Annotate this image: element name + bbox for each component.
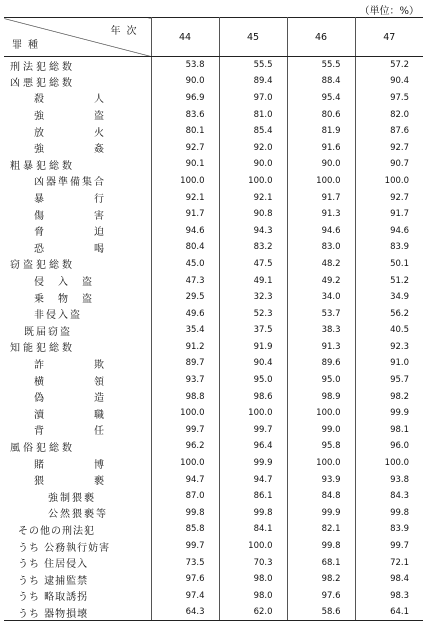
rate-value: 48.2 — [287, 256, 355, 273]
rate-value: 45.0 — [151, 256, 219, 273]
rate-value: 34.9 — [390, 292, 409, 303]
table-header-row — [4, 18, 423, 57]
rate-value: 72.1 — [390, 557, 409, 568]
year-header: 47 — [355, 18, 423, 57]
rate-value: 38.3 — [287, 322, 355, 339]
crime-type-label: 乗 物 盗 — [4, 289, 151, 306]
rate-value: 98.8 — [151, 388, 219, 405]
rate-value: 90.0 — [219, 156, 287, 173]
rate-value: 96.0 — [390, 441, 409, 452]
table-row — [4, 57, 423, 74]
table-row — [4, 139, 423, 156]
rate-value: 99.0 — [287, 422, 355, 439]
table-row — [4, 73, 423, 90]
rate-value: 55.5 — [219, 57, 287, 74]
crime-type-label: 窃盗犯総数 — [4, 256, 151, 273]
rate-value: 91.9 — [219, 339, 287, 356]
crime-type-label: うち 住居侵入 — [4, 554, 151, 571]
rate-value: 96.2 — [151, 438, 219, 455]
table-row — [4, 372, 423, 389]
unit-label: （単位：%） — [359, 6, 419, 17]
rate-value: 92.1 — [151, 189, 219, 206]
clearance-rate-table — [4, 17, 423, 621]
rate-value: 37.5 — [219, 322, 287, 339]
table-row — [4, 322, 423, 339]
rate-value: 97.0 — [219, 90, 287, 107]
table-row — [4, 388, 423, 405]
year-header: 45 — [219, 18, 287, 57]
crime-type-label: 猥 褻 — [4, 471, 151, 488]
rate-value: 94.7 — [219, 471, 287, 488]
rate-value: 91.7 — [287, 189, 355, 206]
rate-value: 94.7 — [151, 471, 219, 488]
crime-type-label: 偽 造 — [4, 388, 151, 405]
rate-value: 99.9 — [219, 455, 287, 472]
table-row — [4, 206, 423, 223]
crime-type-label: 知能犯総数 — [4, 339, 151, 356]
rate-value: 100.0 — [384, 458, 409, 469]
rate-value: 87.0 — [151, 488, 219, 505]
rate-value: 53.7 — [287, 305, 355, 322]
rate-value: 99.7 — [151, 538, 219, 555]
table-row — [4, 156, 423, 173]
table-row — [4, 339, 423, 356]
table-row — [4, 106, 423, 123]
table-row — [4, 505, 423, 522]
rate-value: 52.3 — [219, 305, 287, 322]
rate-value: 96.9 — [151, 90, 219, 107]
rate-value: 49.2 — [287, 272, 355, 289]
rate-value: 32.3 — [219, 289, 287, 306]
rate-value: 98.3 — [390, 590, 409, 601]
rate-value: 55.5 — [287, 57, 355, 74]
rate-value: 89.4 — [219, 73, 287, 90]
rate-value: 92.7 — [151, 139, 219, 156]
rate-value: 98.4 — [390, 574, 409, 585]
crime-type-label: 横 領 — [4, 372, 151, 389]
table-row — [4, 239, 423, 256]
rate-value: 50.1 — [390, 258, 409, 269]
table-row — [4, 571, 423, 588]
rate-value: 99.7 — [390, 541, 409, 552]
crime-type-label: 強 姦 — [4, 139, 151, 156]
header-crime-label: 罪種 — [12, 40, 44, 51]
rate-value: 98.6 — [219, 388, 287, 405]
table-row — [4, 471, 423, 488]
rate-value: 91.3 — [287, 339, 355, 356]
rate-value: 73.5 — [151, 554, 219, 571]
crime-type-label: 侵 入 盗 — [4, 272, 151, 289]
rate-value: 49.1 — [219, 272, 287, 289]
rate-value: 100.0 — [219, 405, 287, 422]
table-row — [4, 222, 423, 239]
rate-value: 90.1 — [151, 156, 219, 173]
crime-type-label: 強 盗 — [4, 106, 151, 123]
crime-type-label: 凶器準備集合 — [4, 173, 151, 190]
rate-value: 80.1 — [151, 123, 219, 140]
table-row — [4, 405, 423, 422]
rate-value: 81.0 — [219, 106, 287, 123]
rate-value: 83.2 — [219, 239, 287, 256]
rate-value: 56.2 — [390, 308, 409, 319]
rate-value: 68.1 — [287, 554, 355, 571]
rate-value: 91.7 — [390, 209, 409, 220]
rate-value: 62.0 — [219, 604, 287, 621]
rate-value: 98.1 — [390, 424, 409, 435]
rate-value: 82.1 — [287, 521, 355, 538]
crime-type-label: その他の刑法犯 — [4, 521, 151, 538]
rate-value: 100.0 — [219, 173, 287, 190]
rate-value: 29.5 — [151, 289, 219, 306]
rate-value: 100.0 — [384, 175, 409, 186]
rate-value: 90.4 — [390, 76, 409, 87]
rate-value: 97.5 — [390, 92, 409, 103]
table-row — [4, 289, 423, 306]
rate-value: 93.8 — [390, 474, 409, 485]
rate-value: 98.0 — [219, 588, 287, 605]
crime-type-label: 瀆 職 — [4, 405, 151, 422]
rate-value: 99.8 — [219, 505, 287, 522]
rate-value: 70.3 — [219, 554, 287, 571]
rate-value: 80.6 — [287, 106, 355, 123]
rate-value: 100.0 — [151, 173, 219, 190]
crime-type-label: うち 公務執行妨害 — [4, 538, 151, 555]
rate-value: 53.8 — [151, 57, 219, 74]
rate-value: 98.2 — [390, 391, 409, 402]
rate-value: 99.9 — [390, 408, 409, 419]
crime-type-label: 公然猥褻等 — [4, 505, 151, 522]
rate-value: 85.8 — [151, 521, 219, 538]
rate-value: 92.0 — [219, 139, 287, 156]
rate-value: 98.9 — [287, 388, 355, 405]
crime-type-label: うち 逮捕監禁 — [4, 571, 151, 588]
rate-value: 92.3 — [390, 341, 409, 352]
crime-type-label: 恐 喝 — [4, 239, 151, 256]
rate-value: 94.6 — [390, 225, 409, 236]
crime-type-label: 既届窃盗 — [4, 322, 151, 339]
rate-value: 80.4 — [151, 239, 219, 256]
diagonal-header-cell — [4, 18, 151, 57]
rate-value: 99.8 — [287, 538, 355, 555]
table-row — [4, 604, 423, 621]
rate-value: 100.0 — [219, 538, 287, 555]
rate-value: 92.7 — [390, 192, 409, 203]
crime-type-label: 放 火 — [4, 123, 151, 140]
rate-value: 92.1 — [219, 189, 287, 206]
rate-value: 35.4 — [151, 322, 219, 339]
table-row — [4, 256, 423, 273]
rate-value: 98.0 — [219, 571, 287, 588]
rate-value: 100.0 — [287, 173, 355, 190]
rate-value: 86.1 — [219, 488, 287, 505]
crime-type-label: 賭 博 — [4, 455, 151, 472]
rate-value: 91.3 — [287, 206, 355, 223]
table-row — [4, 588, 423, 605]
rate-value: 99.9 — [287, 505, 355, 522]
table-row — [4, 521, 423, 538]
rate-value: 64.3 — [151, 604, 219, 621]
crime-type-label: 非侵入盗 — [4, 305, 151, 322]
crime-type-label: 傷 害 — [4, 206, 151, 223]
table-row — [4, 355, 423, 372]
year-header: 44 — [151, 18, 219, 57]
rate-value: 92.7 — [390, 142, 409, 153]
rate-value: 94.3 — [219, 222, 287, 239]
rate-value: 64.1 — [355, 604, 423, 621]
crime-type-label: 暴 行 — [4, 189, 151, 206]
rate-value: 95.0 — [287, 372, 355, 389]
rate-value: 90.7 — [390, 159, 409, 170]
rate-value: 58.6 — [287, 604, 355, 621]
rate-value: 91.2 — [151, 339, 219, 356]
rate-value: 83.9 — [390, 242, 409, 253]
rate-value: 51.2 — [390, 275, 409, 286]
rate-value: 90.0 — [287, 156, 355, 173]
crime-type-label: うち 略取誘拐 — [4, 588, 151, 605]
header-year-label: 年次 — [110, 26, 143, 37]
rate-value: 94.6 — [287, 222, 355, 239]
rate-value: 100.0 — [151, 405, 219, 422]
rate-value: 87.6 — [390, 126, 409, 137]
rate-value: 94.6 — [151, 222, 219, 239]
rate-value: 91.7 — [151, 206, 219, 223]
rate-value: 99.8 — [390, 507, 409, 518]
rate-value: 83.6 — [151, 106, 219, 123]
rate-value: 100.0 — [151, 455, 219, 472]
table-row — [4, 173, 423, 190]
rate-value: 84.8 — [287, 488, 355, 505]
rate-value: 89.6 — [287, 355, 355, 372]
rate-value: 84.3 — [390, 491, 409, 502]
rate-value: 90.0 — [151, 73, 219, 90]
table-row — [4, 488, 423, 505]
table-row — [4, 189, 423, 206]
rate-value: 97.6 — [287, 588, 355, 605]
rate-value: 95.0 — [219, 372, 287, 389]
rate-value: 90.4 — [219, 355, 287, 372]
table-row — [4, 554, 423, 571]
rate-value: 47.5 — [219, 256, 287, 273]
rate-value: 90.8 — [219, 206, 287, 223]
rate-value: 95.8 — [287, 438, 355, 455]
table-row — [4, 422, 423, 439]
rate-value: 91.6 — [287, 139, 355, 156]
rate-value: 93.9 — [287, 471, 355, 488]
crime-type-label: 風俗犯総数 — [4, 438, 151, 455]
rate-value: 100.0 — [287, 405, 355, 422]
table-row — [4, 272, 423, 289]
table-row — [4, 438, 423, 455]
crime-type-label: 脅 迫 — [4, 222, 151, 239]
year-header: 46 — [287, 18, 355, 57]
crime-type-label: 強制猥褻 — [4, 488, 151, 505]
crime-type-label: 刑法犯総数 — [4, 57, 151, 74]
rate-value: 98.2 — [287, 571, 355, 588]
rate-value: 47.3 — [151, 272, 219, 289]
rate-value: 100.0 — [287, 455, 355, 472]
table-row — [4, 90, 423, 107]
rate-value: 97.4 — [151, 588, 219, 605]
table-row — [4, 123, 423, 140]
rate-value: 82.0 — [390, 109, 409, 120]
table-row — [4, 455, 423, 472]
crime-type-label: うち 器物損壊 — [4, 604, 151, 621]
table-row — [4, 538, 423, 555]
rate-value: 85.4 — [219, 123, 287, 140]
rate-value: 49.6 — [151, 305, 219, 322]
rate-value: 99.7 — [151, 422, 219, 439]
rate-value: 34.0 — [287, 289, 355, 306]
rate-value: 83.9 — [390, 524, 409, 535]
rate-value: 81.9 — [287, 123, 355, 140]
rate-value: 97.6 — [151, 571, 219, 588]
table-body — [4, 57, 423, 621]
crime-type-label: 詐 欺 — [4, 355, 151, 372]
rate-value: 95.4 — [287, 90, 355, 107]
crime-type-label: 背 任 — [4, 422, 151, 439]
rate-value: 40.5 — [390, 325, 409, 336]
crime-type-label: 粗暴犯総数 — [4, 156, 151, 173]
rate-value: 93.7 — [151, 372, 219, 389]
rate-value: 83.0 — [287, 239, 355, 256]
rate-value: 99.7 — [219, 422, 287, 439]
table-row — [4, 305, 423, 322]
rate-value: 89.7 — [151, 355, 219, 372]
rate-value: 91.0 — [390, 358, 409, 369]
rate-value: 84.1 — [219, 521, 287, 538]
rate-value: 96.4 — [219, 438, 287, 455]
crime-type-label: 殺 人 — [4, 90, 151, 107]
rate-value: 95.7 — [390, 375, 409, 386]
rate-value: 99.8 — [151, 505, 219, 522]
rate-value: 57.2 — [390, 60, 409, 71]
crime-type-label: 凶悪犯総数 — [4, 73, 151, 90]
rate-value: 88.4 — [287, 73, 355, 90]
